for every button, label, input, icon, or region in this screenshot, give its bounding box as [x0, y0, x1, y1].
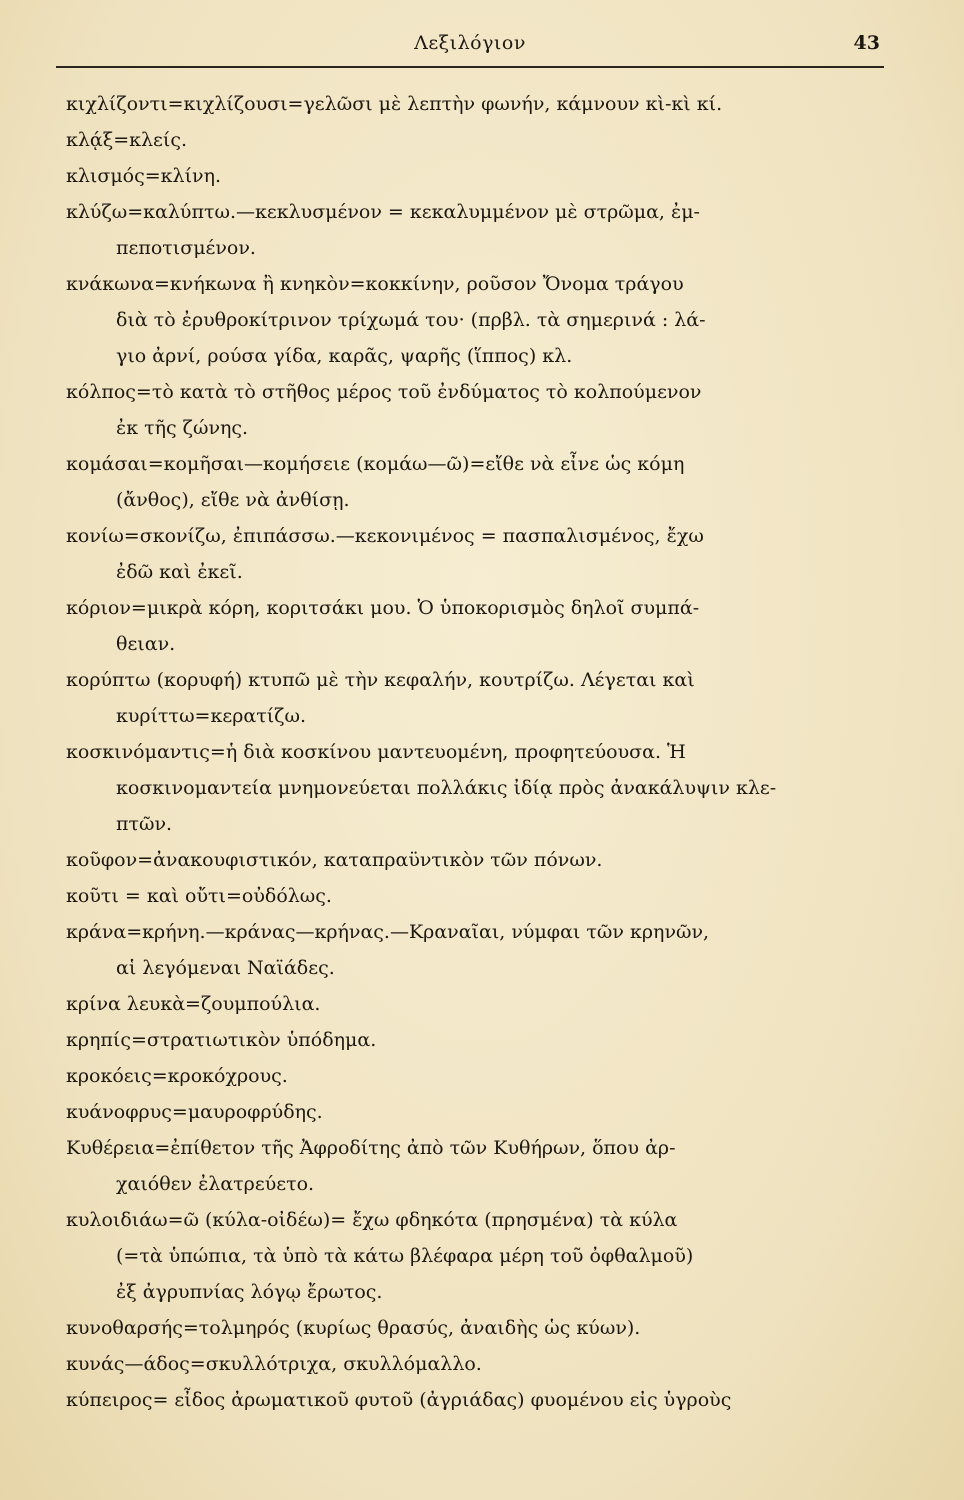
entry-line: κράνα=κρήνη.—κράνας—κρήνας.—Κραναῖαι, νύμφαι τῶν κρηνῶν,: [66, 921, 710, 943]
entry-continuation-line: ἐκ τῆς ζώνης.: [116, 417, 249, 439]
entry-line: κυλοιδιάω=ῶ (κύλα-οἰδέω)= ἔχω φδηκότα (πρησμένα) τὰ κύλα: [66, 1209, 678, 1231]
entry-line: κόλπος=τὸ κατὰ τὸ στῆθος μέρος τοῦ ἐνδύματος τὸ κολπούμενον: [66, 381, 702, 403]
entry-line: κόριον=μικρὰ κόρη, κοριτσάκι μου. Ὁ ὑποκορισμὸς δηλοῖ συμπά-: [66, 597, 700, 619]
entry-line: κονίω=σκονίζω, ἐπιπάσσω.—κεκονιμένος = πασπαλισμένος, ἔχω: [66, 525, 704, 547]
entry-continuation-line: πτῶν.: [116, 813, 173, 835]
entry-line: κνάκωνα=κνήκωνα ἢ κνηκὸν=κοκκίνην, ροῦσον Ὄνομα τράγου: [66, 273, 684, 295]
entry-line: κομάσαι=κομῆσαι—κομήσειε (κομάω—ῶ)=εἴθε νὰ εἶνε ὡς κόμη: [66, 453, 685, 475]
header-rule: [56, 66, 884, 68]
entry-line: Κυθέρεια=ἐπίθετον τῆς Ἀφροδίτης ἀπὸ τῶν Κυθήρων, ὅπου ἀρ-: [66, 1137, 676, 1159]
entry-continuation-line: χαιόθεν ἐλατρεύετο.: [116, 1173, 315, 1195]
entry-line: κλᾴξ=κλείς.: [66, 129, 188, 151]
entry-line: κυνάς—άδος=σκυλλότριχα, σκυλλόμαλλο.: [66, 1353, 482, 1375]
entry-line: κυάνοφρυς=μαυροφρύδης.: [66, 1101, 323, 1123]
entry-continuation-line: γιο ἀρνί, ρούσα γίδα, καρᾶς, ψαρῆς (ἵππος) κλ.: [116, 345, 573, 367]
page-number: 43: [853, 32, 880, 54]
entry-continuation-line: (ἄνθος), εἴθε νὰ ἀνθίσῃ.: [116, 489, 350, 511]
entry-line: κρηπίς=στρατιωτικὸν ὑπόδημα.: [66, 1029, 377, 1051]
entry-line: κύπειρος= εἶδος ἀρωματικοῦ φυτοῦ (ἀγριάδας) φυομένου εἰς ὑγροὺς: [66, 1389, 732, 1411]
entry-continuation-line: (=τὰ ὑπώπια, τὰ ὑπὸ τὰ κάτω βλέφαρα μέρη τοῦ ὀφθαλμοῦ): [116, 1245, 694, 1267]
glossary-entries: [66, 86, 896, 1418]
entry-continuation-line: αἱ λεγόμεναι Ναϊάδες.: [116, 957, 335, 979]
entry-continuation-line: ἐδῶ καὶ ἐκεῖ.: [116, 561, 243, 583]
entry-line: κλισμός=κλίνη.: [66, 165, 222, 187]
entry-line: κοῦφον=ἀνακουφιστικόν, καταπραϋντικὸν τῶν πόνων.: [66, 849, 603, 871]
entry-continuation-line: πεποτισμένον.: [116, 237, 256, 259]
entry-line: κοσκινόμαντις=ἡ διὰ κοσκίνου μαντευομένη, προφητεύουσα. Ἡ: [66, 741, 686, 763]
entry-continuation-line: κοσκινομαντεία μνημονεύεται πολλάκις ἰδίᾳ πρὸς ἀνακάλυψιν κλε-: [116, 777, 777, 799]
entry-continuation-line: διὰ τὸ ἐρυθροκίτρινον τρίχωμά του· (πρβλ. τὰ σημερινά : λά-: [116, 309, 706, 331]
entry-line: κροκόεις=κροκόχρους.: [66, 1065, 288, 1087]
entry-line: κρίνα λευκὰ=ζουμπούλια.: [66, 993, 321, 1015]
page-header: [60, 28, 880, 60]
entry-line: κορύπτω (κορυφή) κτυπῶ μὲ τὴν κεφαλήν, κουτρίζω. Λέγεται καὶ: [66, 669, 695, 691]
entry-line: κυνοθαρσής=τολμηρός (κυρίως θρασύς, ἀναιδὴς ὡς κύων).: [66, 1317, 641, 1339]
entry-line: κιχλίζοντι=κιχλίζουσι=γελῶσι μὲ λεπτὴν φωνήν, κάμνουν κὶ-κὶ κί.: [66, 93, 723, 115]
entry-continuation-line: θειαν.: [116, 633, 176, 655]
entry-line: κλύζω=καλύπτω.—κεκλυσμένον = κεκαλυμμένον μὲ στρῶμα, ἐμ-: [66, 201, 700, 223]
entry-continuation-line: ἐξ ἀγρυπνίας λόγῳ ἔρωτος.: [116, 1281, 383, 1303]
entry-continuation-line: κυρίττω=κερατίζω.: [116, 705, 306, 727]
running-title: Λεξιλόγιον: [414, 32, 526, 54]
entry-line: κοῦτι = καὶ οὔτι=οὐδόλως.: [66, 885, 332, 907]
